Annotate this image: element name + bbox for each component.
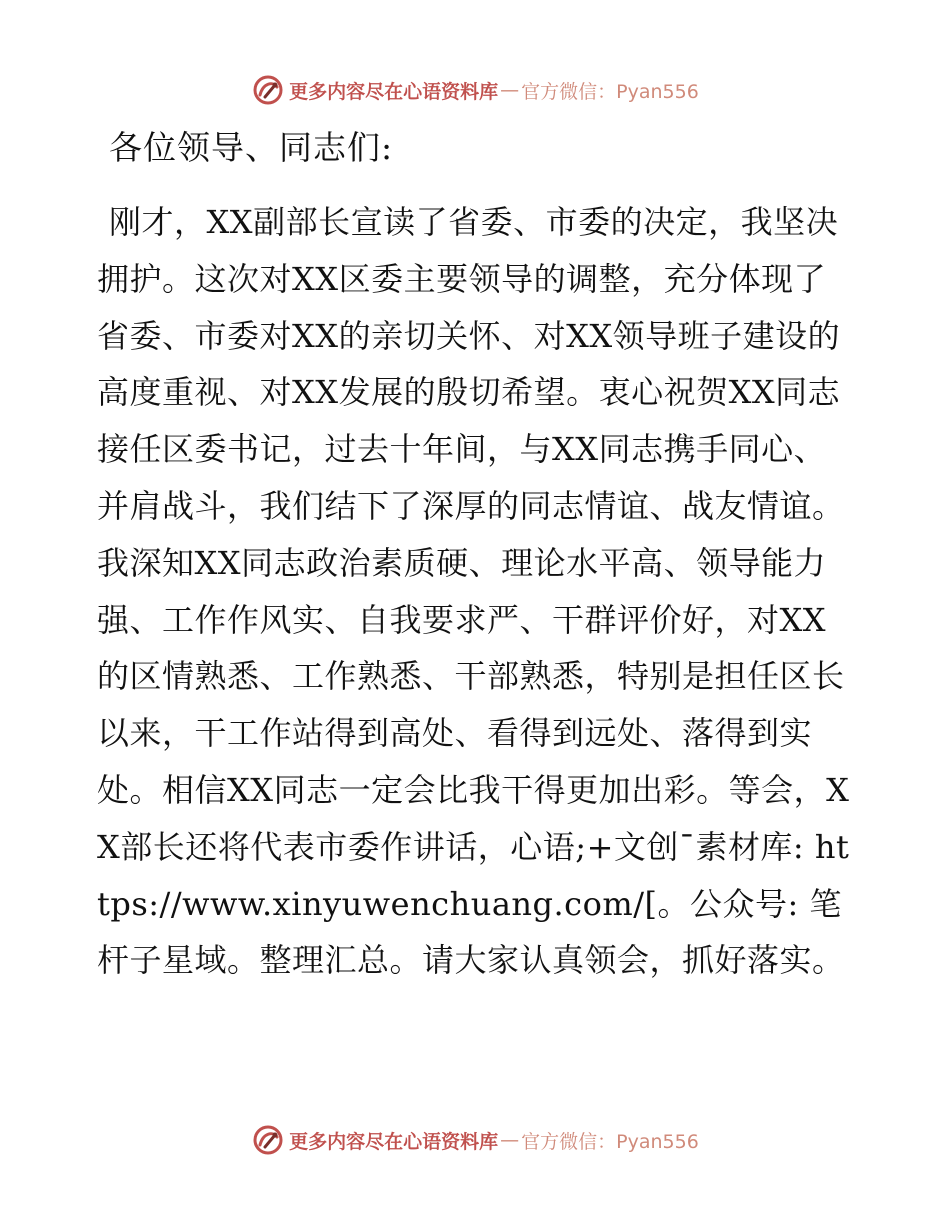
brand-swirl-icon xyxy=(251,1123,285,1157)
footer-watermark xyxy=(0,1120,950,1160)
watermark-separator: — xyxy=(500,1129,520,1151)
header-watermark xyxy=(0,70,950,110)
salutation: 各位领导、同志们: xyxy=(109,128,394,167)
brand-swirl-icon xyxy=(251,73,285,107)
watermark-separator: — xyxy=(500,79,520,101)
watermark-wechat-text: 官方微信：Pyan556 xyxy=(521,80,699,103)
watermark-wechat-text: 官方微信：Pyan556 xyxy=(521,1130,699,1153)
watermark-brand-text: 更多内容尽在心语资料库 xyxy=(289,80,499,103)
document-content xyxy=(97,120,857,989)
body-paragraph: 刚才，XX副部长宣读了省委、市委的决定，我坚决拥护。这次对XX区委主要领导的调整，充分体现了省委、市委对XX的亲切关怀、对XX领导班子建设的高度重视、对XX发展的殷切希望。衷心祝贺XX同志接任区委书记，过去十年间，与XX同志携手同心、并肩战斗，我们结下了深厚的同志情谊、战友情谊。我深知XX同志政治素质硬、理论水平高、领导能力强、工作作风实、自我要求严、干群评价好，对XX的区情熟悉、工作熟悉、干部熟悉，特别是担任区长以来，干工作站得到高处、看得到远处、落得到实处。相信XX同志一定会比我干得更加出彩。等会，XX部长还将代表市委作讲话，心语;+文创¯素材库: https://www.xinyuwenchuang.com/[。公众号: 笔杆子星域。整理汇总。请大家认真领会，抓好落实。 xyxy=(97,203,850,980)
watermark-brand-text: 更多内容尽在心语资料库 xyxy=(289,1130,499,1153)
